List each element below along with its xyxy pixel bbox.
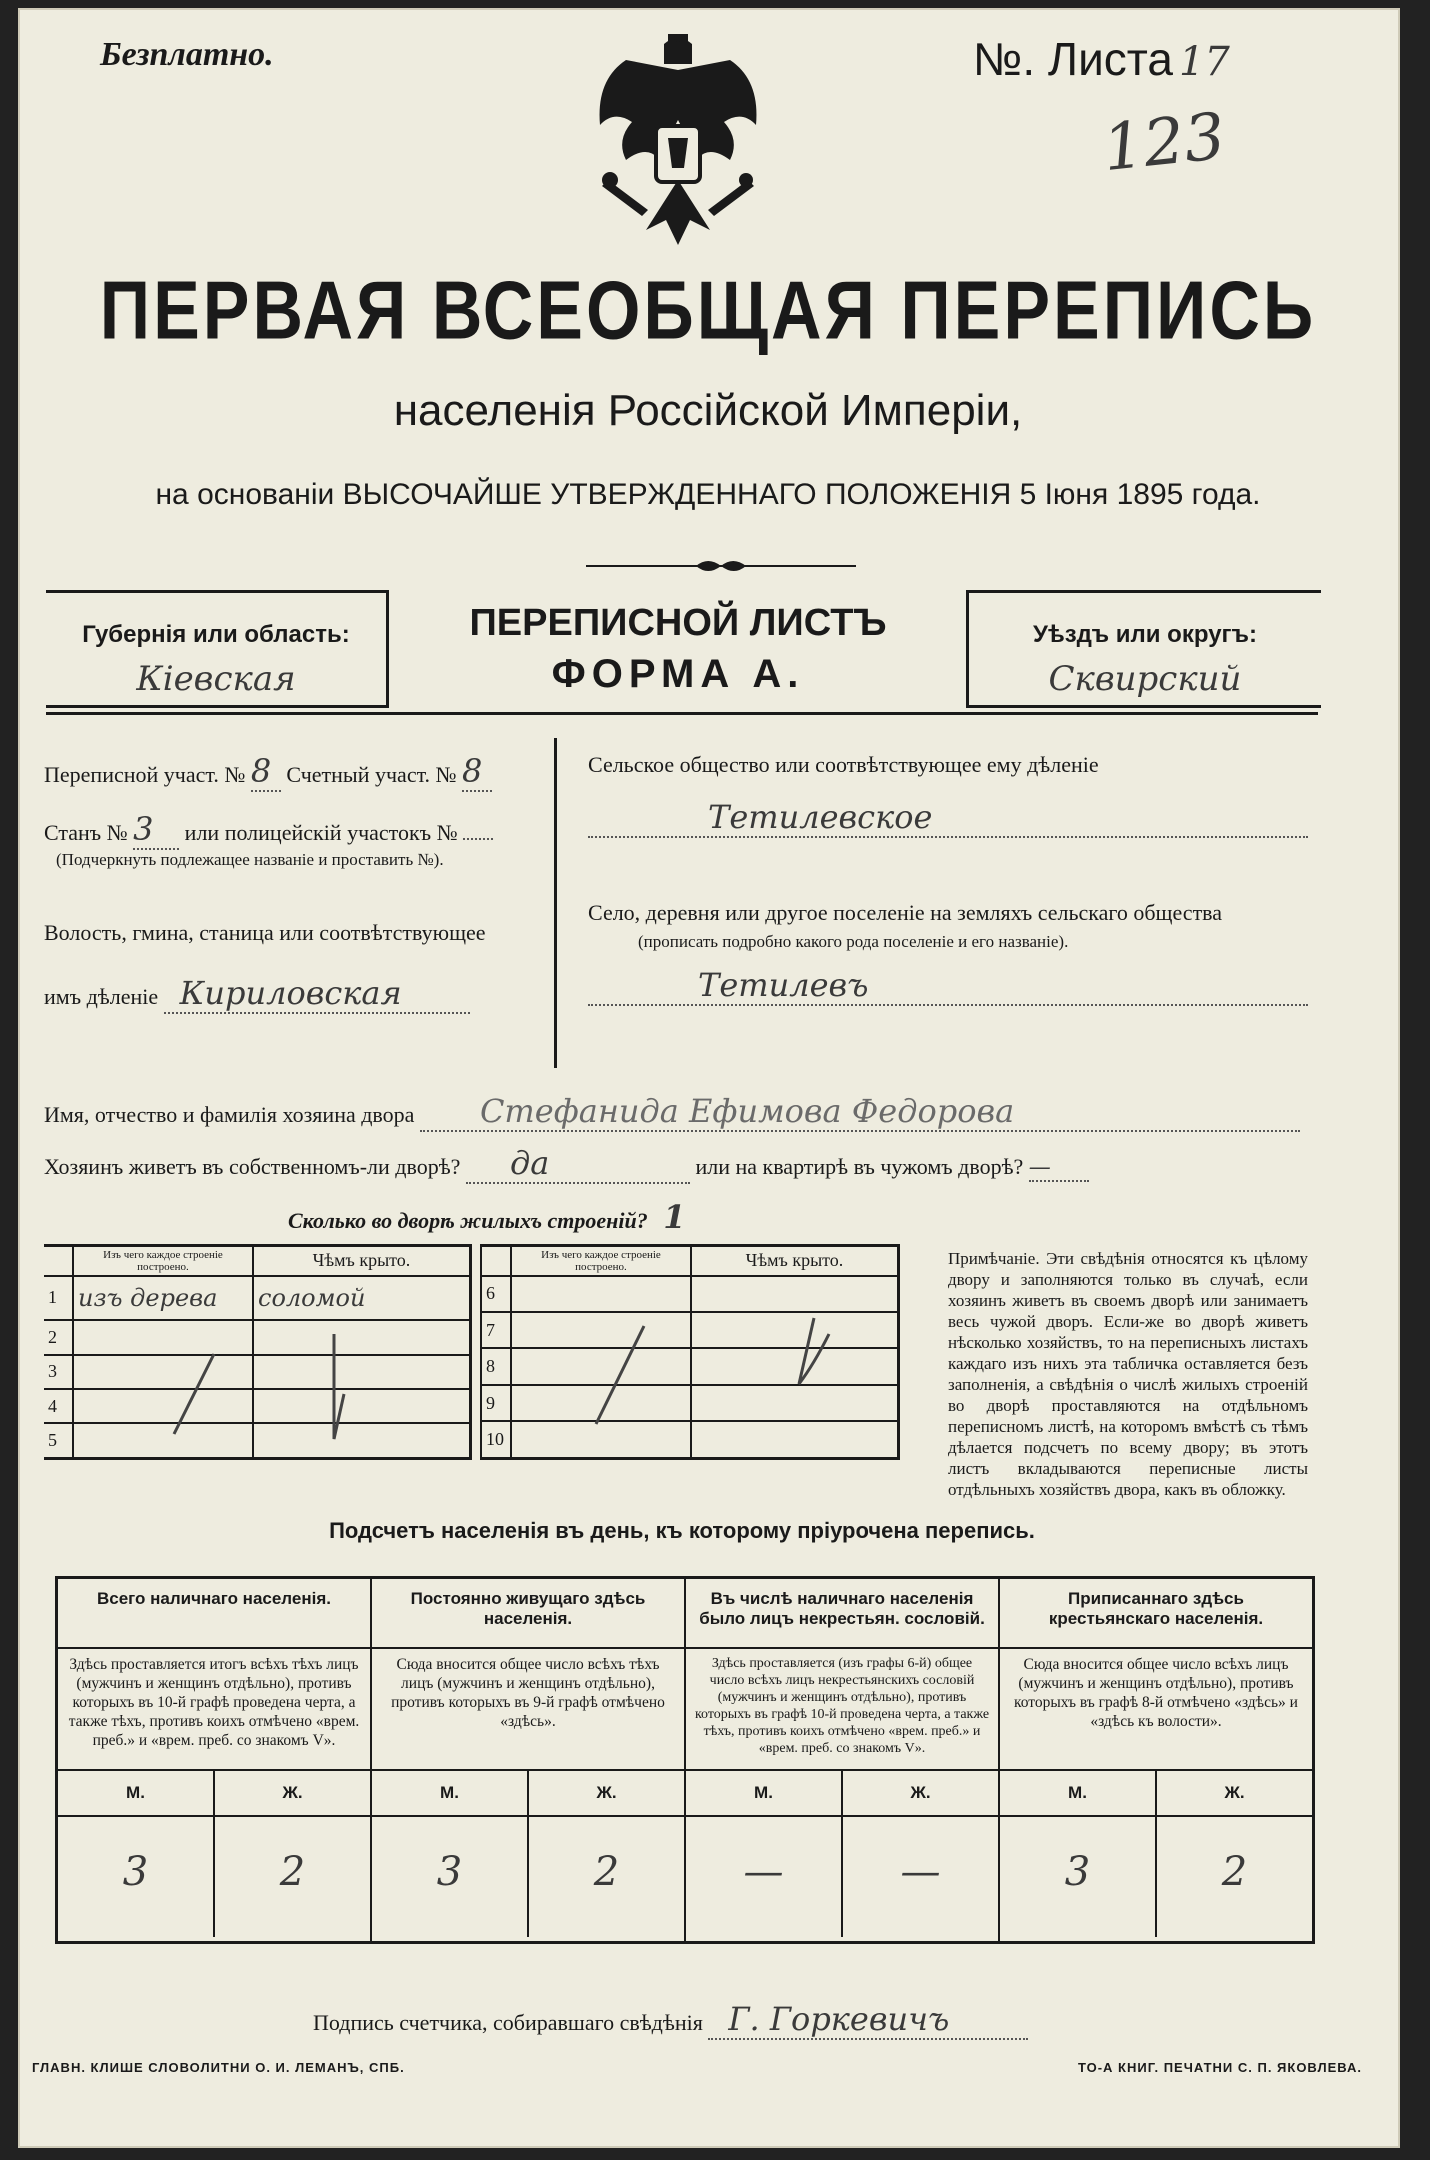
female-label: Ж.: [596, 1783, 617, 1802]
male-count: 3: [58, 1817, 215, 1937]
female-count: 2: [593, 1849, 620, 1895]
census-area-field: [44, 752, 492, 792]
owner-label: Имя, отчество и фамилія хозяина двора: [44, 1102, 415, 1127]
row-number: 5: [44, 1423, 73, 1458]
stan-value: 3: [133, 810, 179, 850]
female-label: Ж.: [910, 1783, 931, 1802]
population-column-title: Всего наличнаго населенія.: [58, 1579, 370, 1649]
population-heading: Подсчетъ населенія въ день, къ которому пріурочена перепись.: [329, 1518, 1035, 1543]
province-box: [46, 590, 389, 708]
buildings-label: Сколько во дворѣ жилыхъ строеній?: [288, 1208, 648, 1233]
district-box: [966, 590, 1321, 708]
imperial-eagle-icon: [586, 30, 770, 256]
signature-value: Г. Горкевичъ: [708, 2000, 1028, 2040]
male-label: М.: [686, 1771, 843, 1815]
population-column-desc: Здѣсь проставляется итогъ всѣхъ тѣхъ лицъ (мужчинъ и женщинъ отдѣльно), противъ которыхъ въ 10-й графѣ проведена черта, а также тѣхъ, противъ коихъ отмѣчено «врем. преб.» и «врем. преб. со знакомъ V».: [58, 1649, 370, 1771]
female-count: —: [900, 1849, 941, 1895]
own-yard-field: [44, 1144, 1089, 1184]
male-count: —: [686, 1817, 843, 1937]
village-value: Тетилевъ: [588, 966, 1308, 1006]
rural-value: Тетилевское: [588, 798, 1308, 838]
volost-value: Кириловская: [164, 974, 470, 1014]
population-column-title: Въ числѣ наличнаго населенія было лицъ некрестьян. сословій.: [686, 1579, 998, 1649]
district-label: Уѣздъ или округъ:: [1032, 621, 1258, 648]
population-column-desc: Сюда вносится общее число всѣхъ тѣхъ лицъ (мужчинъ и женщинъ отдѣльно), противъ которыхъ въ 9-й графѣ отмѣчено «здѣсь».: [372, 1649, 684, 1771]
village-note: (прописать подробно какого рода поселеніе и его названіе).: [638, 932, 1069, 951]
footer-left: ГЛАВН. КЛИШЕ СЛОВОЛИТНИ О. И. ЛЕМАНЪ, СПБ.: [32, 2060, 405, 2075]
col-material-left: Изъ чего каждое строеніе построено.: [73, 1246, 253, 1276]
census-area-label: Переписной участ. №: [44, 762, 246, 787]
row-number: 9: [481, 1385, 511, 1421]
ornament-divider-icon: [586, 556, 856, 576]
population-column: [686, 1579, 1000, 1941]
census-sheet: [18, 8, 1400, 2148]
population-column-title: Приписаннаго здѣсь крестьянскаго населенія.: [1000, 1579, 1312, 1649]
village-label: Село, деревня или другое поселеніе на земляхъ сельскаго общества: [588, 900, 1223, 925]
rented-value: —: [1029, 1155, 1089, 1182]
rural-label: Сельское общество или соотвѣтствующее ему дѣленіе: [588, 752, 1099, 777]
col-material-right: Изъ чего каждое строеніе построено.: [511, 1246, 691, 1276]
document-title: ПЕРВАЯ ВСЕОБЩАЯ ПЕРЕПИСЬ: [99, 263, 1317, 357]
row-number: 7: [481, 1312, 511, 1348]
col-roof-right: Чѣмъ крыто.: [691, 1246, 899, 1276]
divider: [46, 712, 1318, 715]
population-column-desc: Сюда вносится общее число всѣхъ лицъ (мужчинъ и женщинъ отдѣльно), противъ которыхъ въ графѣ 8-й отмѣчено «здѣсь» и «здѣсь къ волости».: [1000, 1649, 1312, 1771]
buildings-field: [288, 1198, 686, 1236]
population-column: [1000, 1579, 1312, 1941]
province-label: Губернія или область:: [82, 621, 350, 648]
population-column-title: Постоянно живущаго здѣсь населенія.: [372, 1579, 684, 1649]
sheet-number: [973, 32, 1230, 86]
sheet-number-value: 17: [1178, 39, 1230, 85]
form-name: ПЕРЕПИСНОЙ ЛИСТЪ: [469, 602, 887, 644]
count-area-value: 8: [462, 752, 492, 792]
male-count: 3: [1000, 1817, 1157, 1937]
row-number: 3: [44, 1355, 73, 1389]
row-number: 4: [44, 1389, 73, 1423]
own-yard-value: да: [466, 1144, 690, 1184]
rented-label: или на квартирѣ въ чужомъ дворѣ?: [695, 1154, 1024, 1179]
male-count: 3: [372, 1817, 529, 1937]
owner-value: Стефанида Ефимова Федорова: [420, 1092, 1300, 1132]
underline-note: (Подчеркнуть подлежащее названіе и проставить №).: [56, 850, 444, 869]
form-type: ФОРМА А.: [551, 652, 805, 696]
male-label: М.: [58, 1771, 215, 1815]
census-area-value: 8: [251, 752, 281, 792]
volost-field: [44, 974, 470, 1014]
female-label: Ж.: [1224, 1783, 1245, 1802]
col-roof-left: Чѣмъ крыто.: [253, 1246, 471, 1276]
police-label: или полицейскій участокъ №: [184, 820, 458, 845]
free-label: Безплатно.: [100, 36, 274, 73]
column-divider: [554, 738, 557, 1068]
row-number: 10: [481, 1421, 511, 1458]
population-column: [372, 1579, 686, 1941]
signature-field: [313, 2000, 1028, 2040]
volost-label-2: имъ дѣленіе: [44, 984, 159, 1009]
female-count: 2: [1221, 1849, 1248, 1895]
footer-right: ТО-А КНИГ. ПЕЧАТНИ С. П. ЯКОВЛЕВА.: [1078, 2060, 1363, 2075]
strike-marks: [44, 1244, 904, 1460]
district-value: Сквирский: [1048, 659, 1242, 699]
male-label: М.: [372, 1771, 529, 1815]
own-yard-label: Хозяинъ живетъ въ собственномъ-ли дворѣ?: [44, 1154, 461, 1179]
male-label: М.: [1000, 1771, 1157, 1815]
handwritten-number: 123: [1099, 99, 1229, 187]
row-number: 6: [481, 1276, 511, 1312]
row-material: изъ дерева: [73, 1276, 253, 1321]
row-number: 2: [44, 1320, 73, 1354]
document-basis: на основаніи ВЫСОЧАЙШЕ УТВЕРЖДЕННАГО ПОЛОЖЕНІЯ 5 Іюня 1895 года.: [155, 478, 1261, 511]
province-value: Кіевская: [136, 659, 296, 699]
stan-label: Станъ №: [44, 820, 128, 845]
police-value: [463, 838, 493, 840]
row-number: 1: [44, 1276, 73, 1321]
document-subtitle: населенія Россійской Имперіи,: [393, 386, 1023, 435]
stan-field: [44, 810, 493, 850]
row-roof: соломой: [253, 1276, 471, 1321]
female-label: Ж.: [282, 1783, 303, 1802]
signature-label: Подпись счетчика, собиравшаго свѣдѣнія: [313, 2010, 703, 2035]
buildings-value: 1: [663, 1198, 686, 1236]
female-count: 2: [279, 1849, 306, 1895]
buildings-note: Примѣчаніе. Эти свѣдѣнія относятся къ цѣлому двору и заполняются только въ случаѣ, если хозяинъ живетъ въ своемъ дворѣ или занимаетъ весь чужой дворъ. Если-же во дворѣ живетъ нѣсколько хозяйствъ, то на переписныхъ листахъ каждаго изъ нихъ эта табличка оставляется безъ заполненія, а свѣдѣнія о числѣ жилыхъ строеній во дворѣ проставляются на отдѣльномъ переписномъ листѣ, на которомъ вмѣстѣ съ тѣмъ дѣлается подсчетъ по всему двору; въ этотъ листъ вкладываются переписные листы отдѣльныхъ хозяйствъ двора, какъ въ обложку.: [948, 1249, 1308, 1499]
volost-label: Волость, гмина, станица или соотвѣтствующее: [44, 920, 486, 945]
population-column-desc: Здѣсь проставляется (изъ графы 6-й) общее число всѣхъ лицъ некрестьянскихъ сословій (мужчинъ и женщинъ отдѣльно), противъ которыхъ въ графѣ 10-й проведена черта, а также тѣхъ, противъ коихъ отмѣчено «врем. преб.» и «врем. преб. со знакомъ V».: [686, 1649, 998, 1771]
population-table: [55, 1576, 1315, 1944]
population-column: [58, 1579, 372, 1941]
sheet-number-label: №. Листа: [973, 33, 1173, 85]
owner-field: [44, 1092, 1300, 1132]
row-number: 8: [481, 1348, 511, 1384]
count-area-label: Счетный участ. №: [286, 762, 457, 787]
